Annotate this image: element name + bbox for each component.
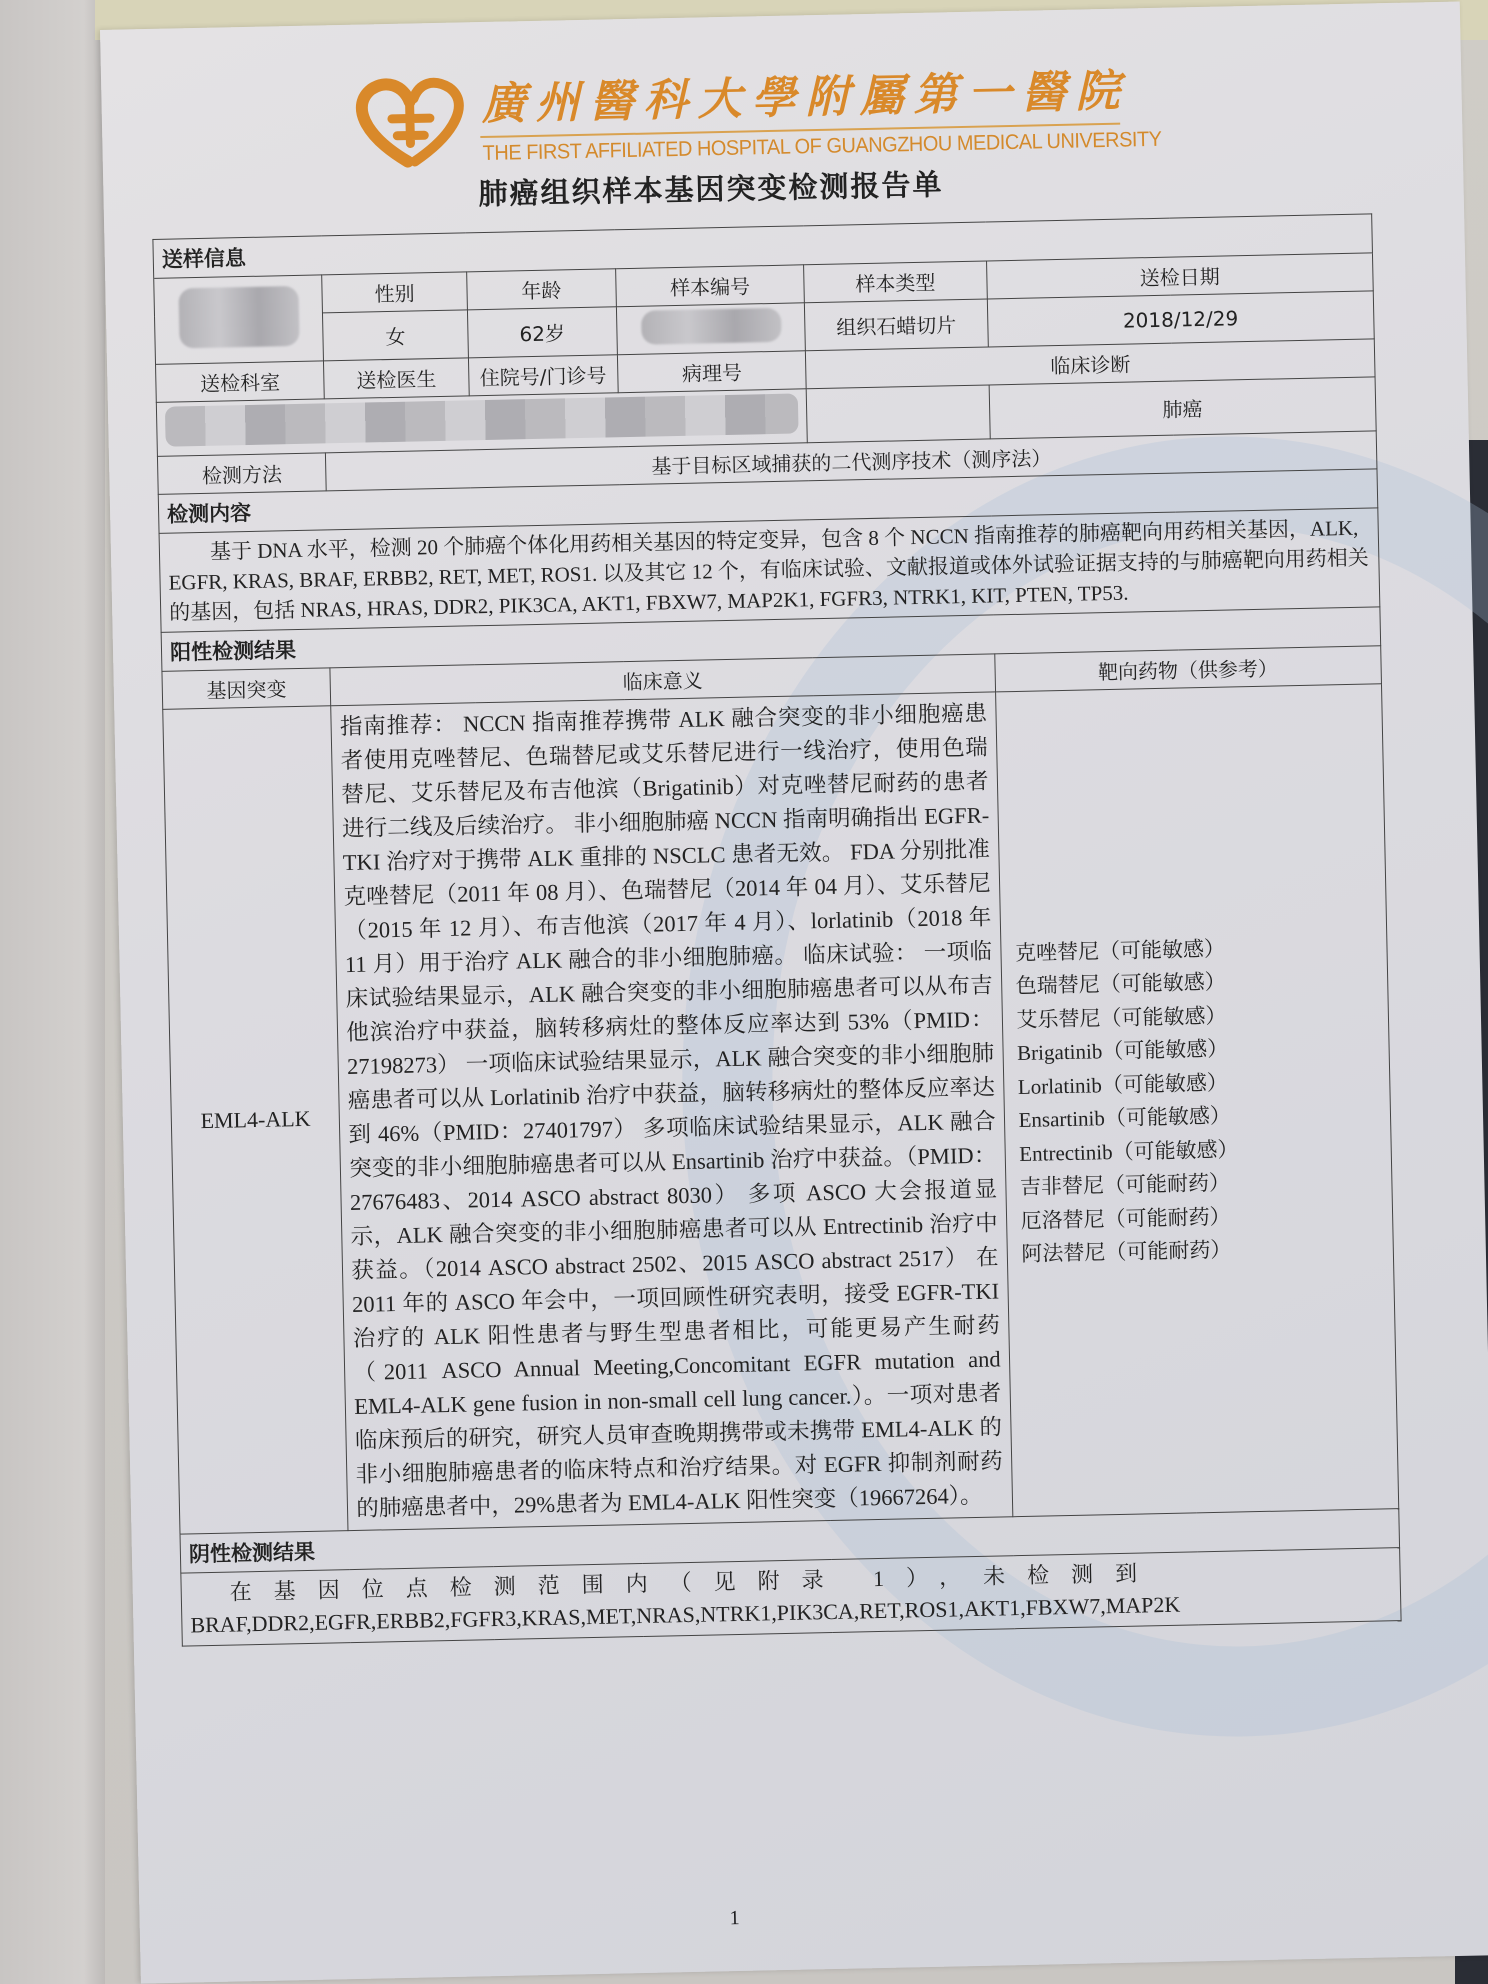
negative-results-title: 阴性检测结果 — [180, 1509, 1400, 1574]
drug-item: Brigatinib（可能敏感） — [1016, 1036, 1229, 1066]
redaction-blur — [641, 308, 782, 345]
drug-item: 克唑替尼（可能敏感） — [1014, 936, 1226, 965]
inpatient-no-header: 住院号/门诊号 — [468, 355, 618, 396]
report-page — [100, 2, 1488, 1984]
drug-item: Ensartinib（可能敏感） — [1018, 1103, 1232, 1132]
submit-date-header: 送检日期 — [986, 253, 1373, 299]
negative-line-2: BRAF,DDR2,EGFR,ERBB2,FGFR3,KRAS,MET,NRAS,NTRK1,PIK3CA,RET,ROS1,AKT1,FBXW7,MAP2K — [190, 1591, 1181, 1638]
hospital-name-en: THE FIRST AFFILIATED HOSPITAL OF GUANGZHOU MEDICAL UNIVERSITY — [482, 127, 1162, 166]
drug-item: 厄洛替尼（可能耐药） — [1020, 1204, 1231, 1233]
target-drugs-header: 靶向药物（供参考） — [994, 646, 1381, 692]
age-header: 年龄 — [466, 269, 616, 310]
department-header: 送检科室 — [156, 361, 325, 403]
negative-line-1: 在基因位点检测范围内（见附录 1），未检测到 — [229, 1560, 1160, 1605]
drug-item: 艾乐替尼（可能敏感） — [1016, 1003, 1227, 1032]
previous-page-edge — [0, 0, 105, 1984]
report-table — [152, 213, 1401, 1646]
sample-id-header: 样本编号 — [616, 265, 805, 307]
pathology-no-header: 病理号 — [617, 351, 806, 393]
drug-list — [1009, 929, 1385, 1272]
doctor-header: 送检医生 — [324, 358, 469, 399]
content-title: 检测内容 — [158, 469, 1378, 534]
hospital-header — [351, 36, 1253, 175]
content-text: 基于 DNA 水平，检测 20 个肺癌个体化用药相关基因的特定变异，包含 8 个 NCCN 指南推荐的肺癌靶向用药相关基因，ALK, EGFR, KRAS, BRAF, ERBB2, RET, MET, ROS1. 以及其它 12 个，有临床试验、文献报道或体外试验证据支持的与肺癌靶向用药相关的基因，包括 NRAS, HRAS, DDR2, PIK3CA, AKT1, FBXW7, MAP2K1, FGFR3, NTRK1, KIT, PTEN, TP53. — [159, 508, 1380, 633]
method-value: 基于目标区域捕获的二代测序技术（测序法） — [326, 431, 1377, 491]
drug-item: 阿法替尼（可能耐药） — [1021, 1237, 1232, 1266]
gender-value: 女 — [323, 310, 468, 361]
drug-item: 色瑞替尼（可能敏感） — [1015, 969, 1226, 999]
redaction-blur — [178, 286, 299, 348]
gender-header: 性别 — [322, 272, 467, 313]
age-value: 62岁 — [467, 307, 617, 358]
submit-date-value: 2018/12/29 — [987, 291, 1374, 347]
sample-type-header: 样本类型 — [804, 261, 987, 303]
page-number: 1 — [729, 1907, 740, 1930]
drug-item: Lorlatinib（可能敏感） — [1017, 1070, 1229, 1099]
sample-type-value: 组织石蜡切片 — [805, 299, 988, 351]
drug-item: Entrectinib（可能敏感） — [1019, 1136, 1239, 1166]
sample-id-redacted — [616, 303, 805, 355]
sample-info-title: 送样信息 — [153, 214, 1373, 279]
hospital-logo-icon — [351, 72, 473, 174]
gene-name: EML4-ALK — [163, 706, 349, 1534]
positive-result-row — [163, 684, 1399, 1534]
clinical-significance-text: 指南推荐： NCCN 指南推荐携带 ALK 融合突变的非小细胞癌患者使用克唑替尼、色瑞替尼或艾乐替尼进行一线治疗，使用色瑞替尼、艾乐替尼及布吉他滨（Brigatinib）对克唑替尼耐药的患者进行二线及后续治疗。 非小细胞肺癌 NCCN 指南明确指出 EGFR-TKI 治疗对于携带 ALK 重排的 NSCLC 患者无效。 FDA 分别批准克唑替尼（2011 年 08 月）、色瑞替尼（2014 年 04 月）、艾乐替尼（2015 年 12 月）、布吉他滨（2017 年 4 月）、lorlatinib（2018 年 11 月）用于治疗 ALK 融合的非小细胞肺癌。 临床试验： 一项临床试验结果显示，ALK 融合突变的非小细胞肺癌患者可以从布吉他滨治疗中获益，脑转移病灶的整体反应率达到 53%（PMID：27198273） 一项临床试验结果显示，ALK 融合突变的非小细胞肺癌患者可以从 Lorlatinib 治疗中获益，脑转移病灶的整体反应率达到 46%（PMID：27401797） 多项临床试验结果显示，ALK 融合突变的非小细胞肺癌患者可以从 Ensartinib 治疗中获益。（PMID：27676483、2014 ASCO abstract 8030） 多项 ASCO 大会报道显示，ALK 融合突变的非小细胞肺癌患者可以从 Entrectinib 治疗中获益。（2014 ASCO abstract 2502、2015 ASCO abstract 2517） 在 2011 年的 ASCO 年会中，一项回顾性研究表明，接受 EGFR-TKI 治疗的 ALK 阳性患者与野生型患者相比，可能更易产生耐药（2011 ASCO Annual Meeting,Concomitant EGFR mutation and EML4-ALK gene fusion in non-small cell lung cancer.）。一项对患者临床预后的研究，研究人员审查晚期携带或未携带 EML4-ALK 的非小细胞肺癌患者的临床特点和治疗结果。对 EGFR 抑制剂耐药的肺癌患者中，29%患者为 EML4-ALK 阳性突变（19667264）。 — [331, 692, 1012, 1531]
report-title: 肺癌组织样本基因突变检测报告单 — [478, 167, 944, 212]
gene-mutation-header: 基因突变 — [162, 668, 331, 710]
target-drugs-cell — [995, 684, 1399, 1517]
patient-name-redacted — [154, 275, 324, 365]
clinical-diagnosis-value: 肺癌 — [989, 377, 1377, 439]
clinical-significance-header: 临床意义 — [330, 654, 995, 706]
method-label: 检测方法 — [157, 453, 326, 495]
clinical-diagnosis-header: 临床诊断 — [806, 339, 1375, 389]
hospital-name-cn: 廣州醫科大學附屬第一醫院 — [481, 65, 1131, 131]
redaction-blur — [165, 393, 799, 446]
pathology-no-value — [806, 385, 989, 443]
positive-results-title: 阳性检测结果 — [161, 607, 1381, 672]
drug-item: 吉非替尼（可能耐药） — [1019, 1170, 1231, 1199]
